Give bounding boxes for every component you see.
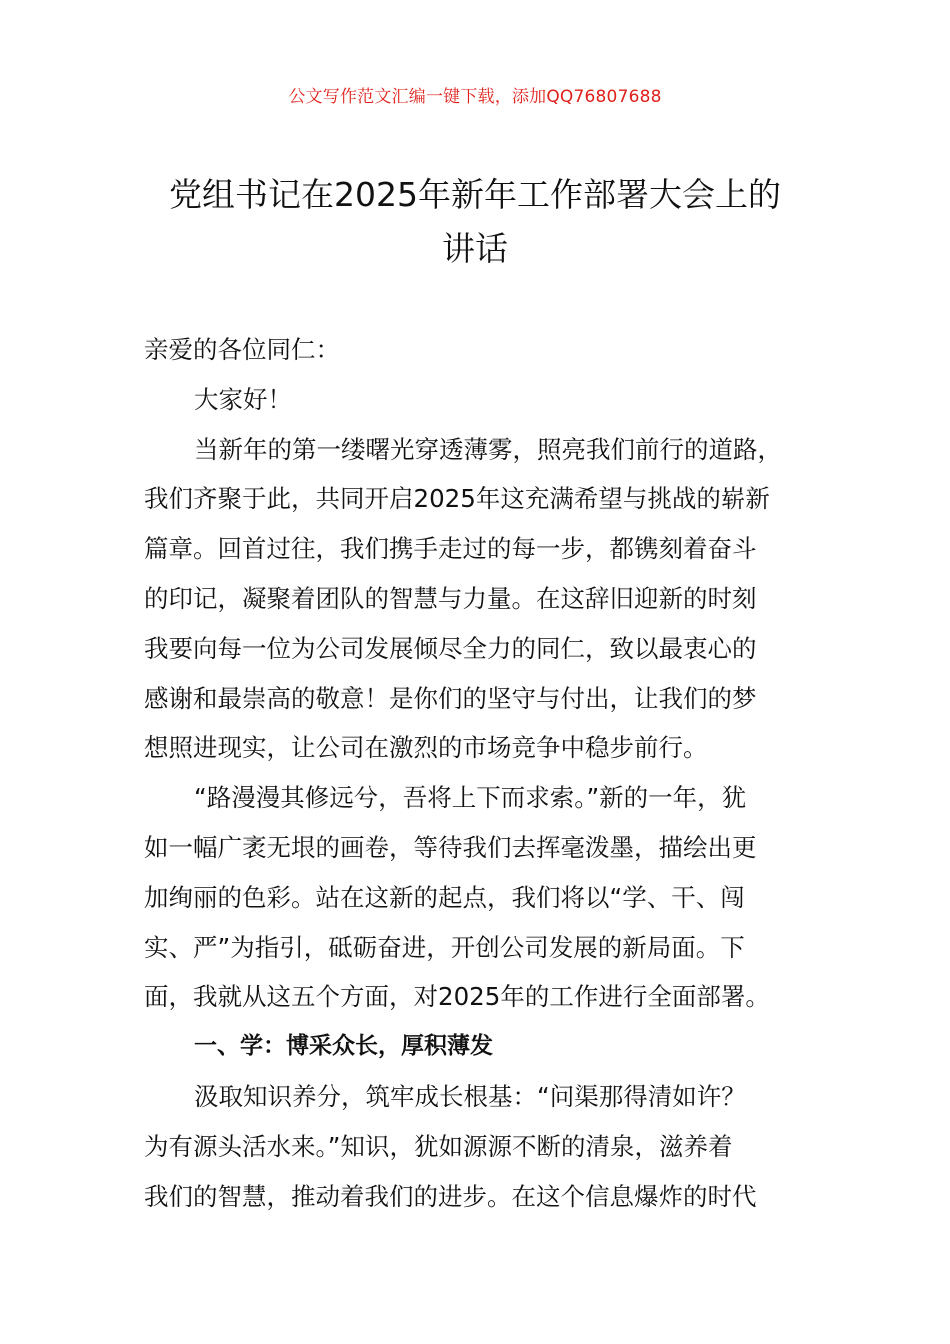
paragraph-1-line: 感谢和最崇高的敬意！是你们的坚守与付出，让我们的梦 (144, 683, 757, 713)
section-1-heading: 一、学：博采众长，厚积薄发 (194, 1033, 493, 1060)
paragraph-2-line: 加绚丽的色彩。站在这新的起点，我们将以“学、干、闯 (144, 882, 745, 912)
paragraph-3-line: 为有源头活水来。”知识，犹如源源不断的清泉，滋养着 (144, 1131, 733, 1161)
salutation: 亲爱的各位同仁： (144, 335, 340, 364)
document-title (100, 168, 850, 276)
paragraph-2-line: 如一幅广袤无垠的画卷，等待我们去挥毫泼墨，描绘出更 (144, 832, 757, 862)
paragraph-2-line: “路漫漫其修远兮，吾将上下而求索。”新的一年，犹 (194, 783, 747, 813)
document-body (144, 325, 834, 1221)
paragraph-2-line: 面，我就从这五个方面，对2025年的工作进行全面部署。 (144, 982, 770, 1012)
paragraph-1-line: 当新年的第一缕曙光穿透薄雾，照亮我们前行的道路， (194, 434, 782, 464)
paragraph-2-line: 实、严”为指引，砥砺奋进，开创公司发展的新局面。下 (144, 932, 745, 962)
paragraph-1-line: 我们齐聚于此，共同开启2025年这充满希望与挑战的崭新 (144, 484, 770, 514)
paragraph-3-line: 我们的智慧，推动着我们的进步。在这个信息爆炸的时代 (144, 1181, 757, 1211)
paragraph-1-line: 我要向每一位为公司发展倾尽全力的同仁，致以最衷心的 (144, 633, 757, 663)
download-banner: 公文写作范文汇编一键下载，添加QQ76807688 (288, 87, 662, 107)
paragraph-3-line: 汲取知识养分，筑牢成长根基：“问渠那得清如许？ (194, 1081, 746, 1111)
paragraph-1-line: 的印记，凝聚着团队的智慧与力量。在这辞旧迎新的时刻 (144, 583, 757, 613)
title-line-2: 讲话 (442, 229, 508, 268)
title-line-1: 党组书记在2025年新年工作部署大会上的 (169, 175, 781, 214)
greeting: 大家好！ (194, 384, 292, 414)
paragraph-1-line: 篇章。回首过往，我们携手走过的每一步，都镌刻着奋斗 (144, 534, 757, 564)
paragraph-1-line: 想照进现实，让公司在激烈的市场竞争中稳步前行。 (144, 733, 708, 763)
